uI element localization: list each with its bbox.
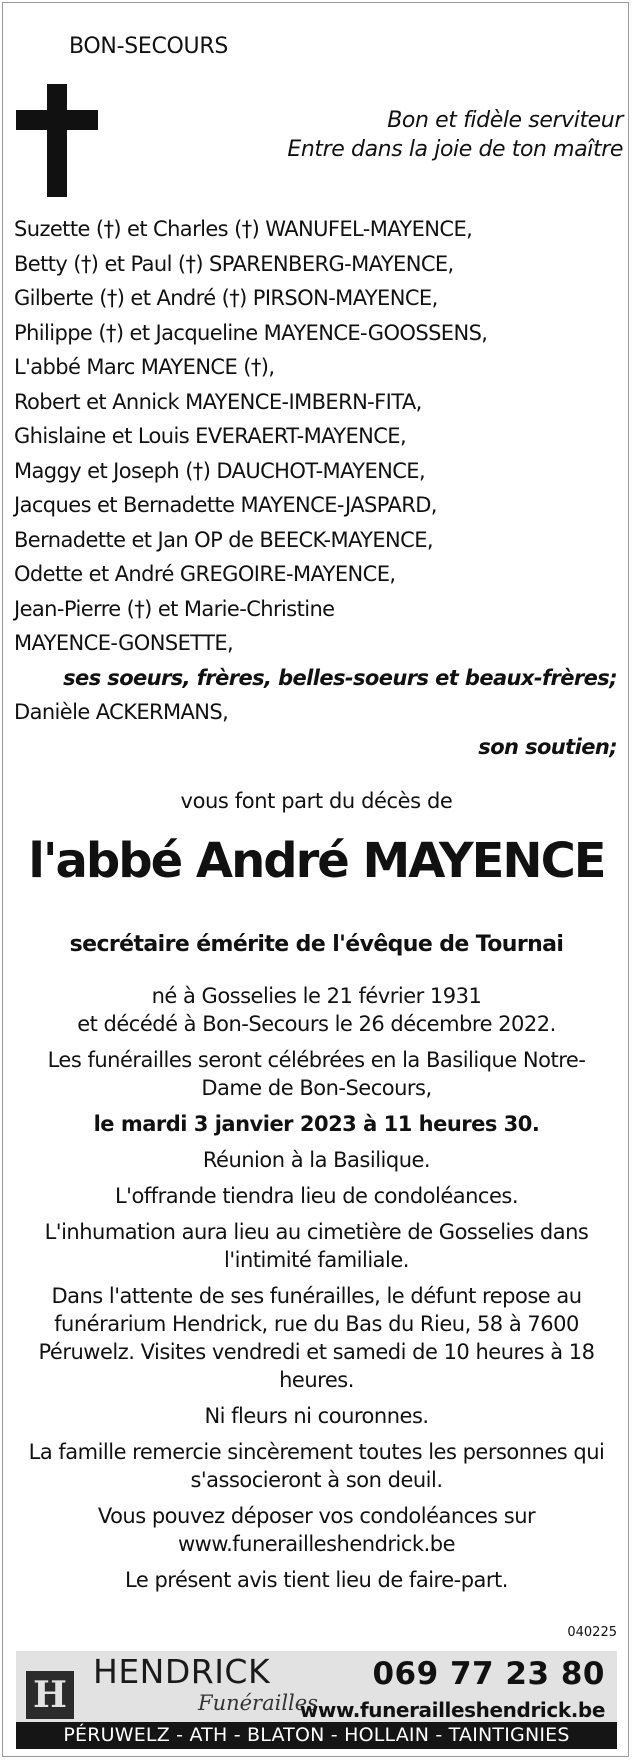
meeting-info: Réunion à la Basilique. [202, 1148, 431, 1172]
funeral-home-banner [16, 1651, 617, 1749]
death-line: et décédé à Bon-Secours le 26 décembre 2022. [77, 1012, 556, 1036]
birth-death [24, 982, 609, 1038]
family-line: L'abbé Marc MAYENCE (†), [14, 355, 275, 379]
cross-icon [16, 84, 98, 197]
family-line: Robert et Annick MAYENCE-IMBERN-FITA, [14, 389, 422, 414]
repose-info: Dans l'attente de ses funérailles, le défunt repose au funérarium Hendrick, rue du Bas du Rieu, 58 à 7600 Péruwelz. Visites vendredi et samedi de 10 heures à 18 heures. [38, 1284, 595, 1392]
family-line: Ghislaine et Louis EVERAERT-MAYENCE, [14, 424, 407, 448]
flowers-info: Ni fleurs ni couronnes. [204, 1404, 429, 1428]
reference-number: 040225 [567, 1625, 617, 1640]
locations-band: PÉRUWELZ - ATH - BLATON - HOLLAIN - TAINTIGNIES [16, 1722, 617, 1749]
location-heading: BON-SECOURS [69, 34, 229, 59]
brand-name: HENDRICK [93, 1652, 271, 1691]
offering-info: L'offrande tiendra lieu de condoléances. [114, 1184, 519, 1208]
family-line: Betty (†) et Paul (†) SPARENBERG-MAYENCE, [14, 251, 454, 276]
funeral-details [24, 982, 609, 1602]
family-line: Jean-Pierre (†) et Marie-Christine [14, 596, 335, 621]
brand-subtitle: Funérailles [198, 1691, 318, 1715]
family-line: Bernadette et Jan OP de BEECK-MAYENCE, [14, 527, 433, 552]
phone-number: 069 77 23 80 [372, 1656, 605, 1692]
website-url: www.funerailleshendrick.be [299, 1698, 605, 1722]
deceased-name: l'abbé André MAYENCE [28, 833, 605, 889]
epitaph-line: Entre dans la joie de ton maître [287, 137, 623, 162]
support-role: son soutien; [478, 734, 617, 759]
family-line: Gilberte (†) et André (†) PIRSON-MAYENCE, [14, 286, 438, 310]
epitaph [287, 106, 623, 164]
notice-info: Le présent avis tient lieu de faire-part. [125, 1568, 508, 1592]
thanks-info: La famille remercie sincèrement toutes les personnes qui s'associeront à son deuil. [28, 1440, 605, 1492]
birth-line: né à Gosselies le 21 février 1931 [151, 984, 482, 1008]
family-line: Philippe (†) et Jacqueline MAYENCE-GOOSSENS, [14, 320, 488, 345]
deceased-title: secrétaire émérite de l'évêque de Tournai [69, 932, 564, 957]
family-line: Jacques et Bernadette MAYENCE-JASPARD, [14, 493, 437, 517]
support-person: Danièle ACKERMANS, [14, 700, 229, 724]
hendrick-logo: H [26, 1671, 74, 1719]
family-line: Maggy et Joseph (†) DAUCHOT-MAYENCE, [14, 458, 426, 483]
funeral-place: Les funérailles seront célébrées en la Basilique Notre-Dame de Bon-Secours, [47, 1048, 586, 1100]
family-line: MAYENCE-GONSETTE, [14, 631, 234, 655]
family-line: Suzette (†) et Charles (†) WANUFEL-MAYENCE, [14, 217, 473, 241]
family-list [14, 212, 619, 764]
funeral-date: le mardi 3 janvier 2023 à 11 heures 30. [93, 1112, 540, 1136]
family-role: ses soeurs, frères, belles-soeurs et beaux-frères; [63, 665, 617, 690]
family-line: Odette et André GREGOIRE-MAYENCE, [14, 562, 396, 586]
epitaph-line: Bon et fidèle serviteur [387, 108, 623, 133]
burial-info: L'inhumation aura lieu au cimetière de Gosselies dans l'intimité familiale. [44, 1220, 589, 1272]
announcement-intro: vous font part du décès de [180, 789, 453, 813]
condolences-info: Vous pouvez déposer vos condoléances sur www.funerailleshendrick.be [97, 1504, 536, 1556]
